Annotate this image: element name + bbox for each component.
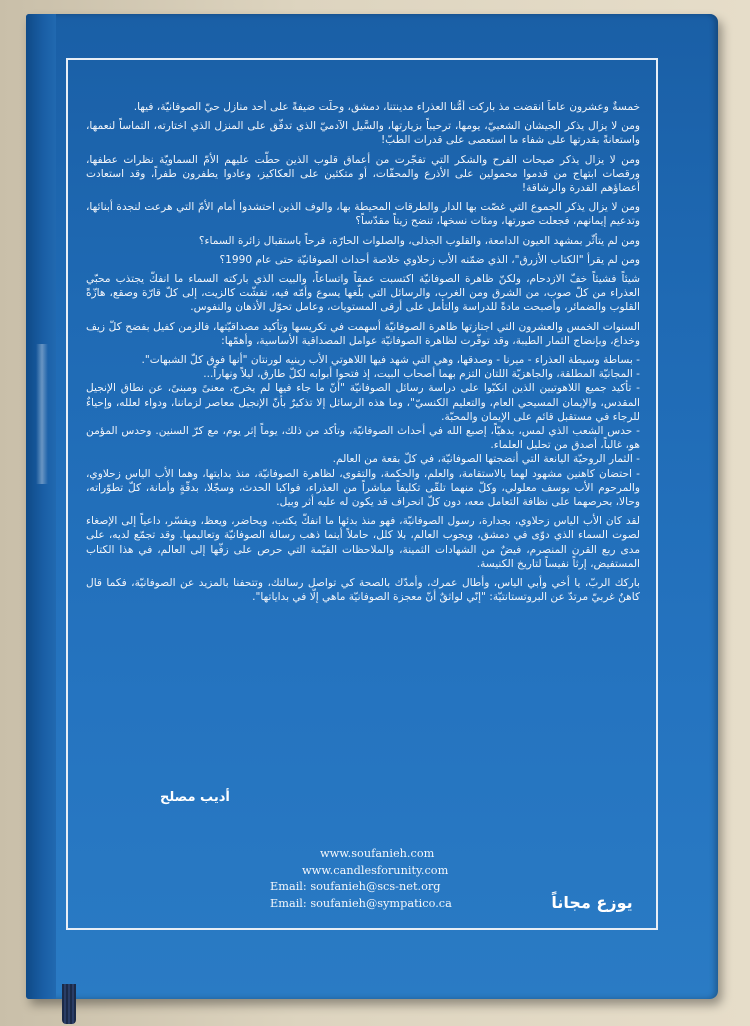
paragraph-4: ومن لا يزال يذكر الجموع التي غصّت بها الدار والطرقات المحيطة بها، والوف الذين احتشدوا أمام الأمّ التي هرعت لنجدة أبنائها، وتدعيم إيمانهم، فجعلت صورتها، ومئات نسخها، تنضح زيتاً مقدّساً؟ [86,201,640,228]
free-distribution-label: يوزع مجاناً [551,893,633,912]
spine-glare [36,344,48,484]
paragraph-5: ومن لم يتأثّر بمشهد العيون الدامعة، والقلوب الجذلى، والصلوات الحارّة، فرحاً باستقبال زائرة السماء؟ [198,234,640,247]
bookmark-ribbon [62,984,76,1024]
paragraph-1: خمسةٌ وعشرون عاماً انقضت مذ باركت أمُّنا العذراء مدينتنا، دمشق، وحلَّت ضيفةً على أحد منازل حيّ الصوفانيّة، فيها. [133,101,640,113]
paragraph-3: ومن لا يزال يذكر صيحات الفرح والشكر التي تفجّرت من أعماق قلوب الذين حطّت عليهم الأمّ السماويّة نظرات عطفها، ورقصات ابتهاج من قدموا محمولين على الأذرع والمحفّات، أو متكئين على العكاكيز، وعادوا يطفرون طفراً، وقد استعادت أعضاؤهم القدرة والرشاقة! [86,153,640,195]
list-item: - بساطة وسيطة العذراء - ميرنا - وصدقها، وهي التي شهد فيها اللاهوتي الأب رينيه لورنتان "أنها فوق كلّ الشبهات". [141,354,640,367]
credibility-list [86,353,640,509]
contact-block [270,846,510,912]
email-link-2[interactable]: Email: soufanieh@sympatico.ca [270,896,452,910]
website-link-1[interactable]: www.soufanieh.com [320,847,435,860]
email-link-1[interactable]: Email: soufanieh@scs-net.org [270,880,441,893]
list-item: - الثمار الروحيّة اليانعة التي أنضجتها الصوفانيّة، في كلّ بقعة من العالم. [332,453,640,466]
list-item: - احتضان كاهنين مشهود لهما بالاستقامة، والعلم، والحكمة، والتقوى، لظاهرة الصوفانيّة، منذ بدايتها، وهما الأب الياس زحلاوي، والمرحوم الأب يوسف معلولي، وكلّ منهما تلقّى تكليفاً مباشراً من العذراء، فواكبا الحدث، وسجّلا، بدقّةٍ وأمانة، كلّ تطوّراته، وحالا، بحرصهما على نظافة التعامل معه، دون كلّ انحراف قد يكون له عليه أثر وبيل. [86,467,640,509]
paragraph-closing-1: لقد كان الأب الياس زحلاوي، بجدارة، رسول الصوفانيّة، فهو منذ بدئها ما انفكّ يكتب، ويحاضر، ويعظ، ويفسّر، داعياً إلى الإصغاء لصوت السماء الذي دوّى في دمشق، ويجوب العالم، بلا كلل، حاملاً أينما ذهب رسالة الصوفانيّة وتعاليمها. وقد تجمّع لديه، على مدى ربع القرن المنصرم، فيضٌ من الشهادات الثمينة، والملاحظات القيّمة التي حرص على زفّها إلى العالم، في هذا الكتاب المستفيض، إرثاً نفيساً لتاريخ الكنيسة. [86,515,640,570]
paragraph-closing-2: باركك الربّ، يا أخي وأبي الياس، وأطال عمرك، وأمدّك بالصحة كي تواصل رسالتك، وتتحفنا بالمزيد عن الصوفانيّة، فكما قال كاهنٌ غربيّ مرتدّ عن البروتستانتيّة: "إنّي لواثقٌ أنّ معجزة الصوفانيّة ماهي إلّا في بداياتها". [86,577,640,604]
book-spine [26,14,56,999]
paragraph-7: شيئاً فشيئاً خفّ الازدحام، ولكنّ ظاهرة الصوفانيّة اكتسبت عمقاً واتساعاً، والبيت الذي باركته السماء ما انفكّ يجتذب محبّي العذراء من كلّ صوب، من الشرق ومن الغرب، والرسائل التي بلّغها يسوع وأمّه فيه، تفشّت كالزيت، إلى كلّ قارّة وصقع، هازّةً القلوب والضمائر، وأصبحت مادةً للدراسة والتأمل على أرقى المستويات، وعامل تحوّل الأذهان والنفوس. [86,273,640,314]
author-signature: أديب مصلح [160,790,230,805]
back-cover-text [86,100,640,740]
paragraph-8: السنوات الخمس والعشرون التي اجتازتها ظاهرة الصوفانيّة أسهمت في تكريسها وتأكيد مصداقيّتها، فالزمن كفيل بفضح كلّ زيف وخداع، وبإنضاج الثمار الطيبة، وقد توفّرت لظاهرة الصوفانيّة عوامل المصداقية الأساسية، وأهمّها: [86,320,640,347]
paragraph-2: ومن لا يزال يذكر الجيشان الشعبيّ، يومها، ترحيباً بزيارتها، والسَّيل الآدميّ الذي تدفّق على المنزل الذي اختارته، التماساً لنعمها، واستعانةً بقدرتها على شفاء ما استعصى على قدرات الطبّ! [86,120,640,147]
paragraph-6: ومن لم يقرأ "الكتاب الأزرق"، الذي ضمّنه الأب زحلاوي خلاصة أحداث الصوفانيّة حتى عام 1990؟ [219,253,640,266]
list-item: - تأكيد جميع اللاهوتيين الذين انكبّوا على دراسة رسائل الصوفانيّة "أنّ ما جاء فيها لم يخرج، معنىً ومبنىً، عن نطاق الإنجيل المقدس، والإيمان المسيحي العام، والتعليم الكنسيّ"، وما هذه الرسائل إلا تذكيرٌ بأنّ الإنجيل معاصر لزماننا، ودواء لعلله، وإحياءٌ للرجاء في مستقبل قائم على الإيمان والمحبّة. [86,382,640,423]
list-item: - حدس الشعب الذي لمس، بدهيّاً، إصبع الله في أحداث الصوفانيّة، وتأكد من ذلك، يوماً إثر يوم، مع كرّ السنين. وحدس المؤمن هو، غالباً، أصدق من تحليل العلماء. [86,425,640,452]
website-link-2[interactable]: www.candlesforunity.com [302,863,449,877]
list-item: - المجانيّة المطلقة، والجاهزيّة اللتان التزم بهما أصحاب البيت، إذ فتحوا أبوابه لكلّ طارق، ليلاً ونهاراً... [203,368,640,381]
